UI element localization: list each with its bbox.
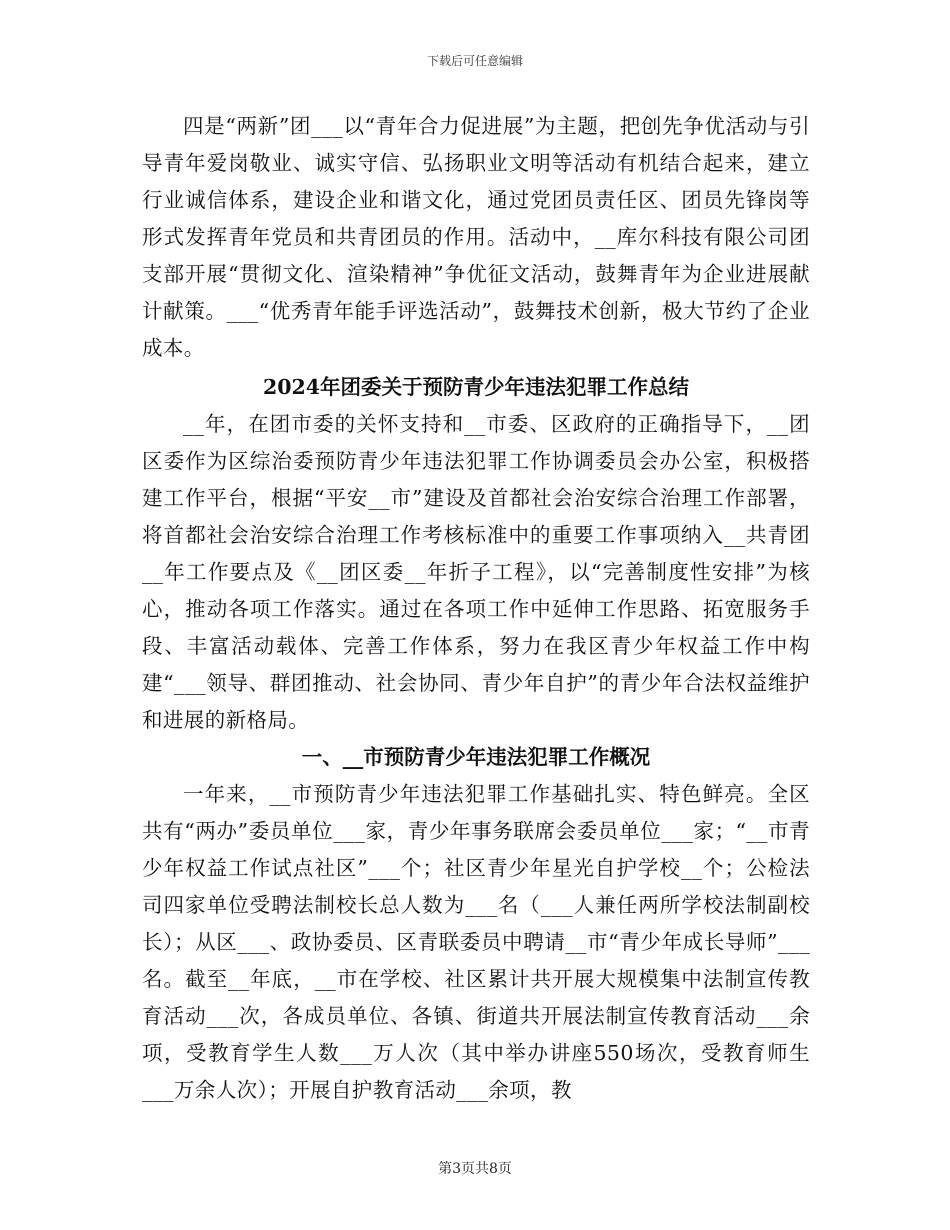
page-number-footer: 第3页共8页 [438, 1161, 512, 1177]
section-heading-overview: 一、__市预防青少年违法犯罪工作概况 [301, 745, 651, 769]
paragraph-overview: 一年来，__市预防青少年违法犯罪工作基础扎实、特色鲜亮。全区共有“两办”委员单位___家，青少年事务联席会委员单位___家；“__市青少年权益工作试点社区”___个；社区青少年星光自护学校__个；公检法司四家单位受聘法制校长总人数为___名（___人兼任两所学校法制副校长）；从区___、政协委员、区青联委员中聘请__市“青少年成长导师”___名。截至__年底，__市在学校、社区累计共开展大规模集中法制宣传教育活动___次，各成员单位、各镇、街道共开展法制宣传教育活动___余项，受教育学生人数___万人次（其中举办讲座550场次，受教育师生___万余人次）；开展自护教育活动___余项，教 [142, 782, 810, 1102]
paragraph-two-new-groups: 四是“两新”团___以“青年合力促进展”为主题，把创先争优活动与引导青年爱岗敬业、诚实守信、弘扬职业文明等活动有机结合起来，建立行业诚信体系，建设企业和谐文化，通过党团员责任区、团员先锋岗等形式发挥青年党员和共青团员的作用。活动中，__库尔科技有限公司团支部开展“贯彻文化、渲染精神”争优征文活动，鼓舞青年为企业进展献计献策。___“优秀青年能手评选活动”，鼓舞技术创新，极大节约了企业成本。 [142, 114, 810, 360]
document-title: 2024年团委关于预防青少年违法犯罪工作总结 [262, 375, 690, 399]
page-header-note: 下载后可任意编辑 [426, 54, 523, 68]
document-body [142, 108, 810, 1109]
paragraph-introduction: __年，在团市委的关怀支持和__市委、区政府的正确指导下，__团区委作为区综治委预防青少年违法犯罪工作协调委员会办公室，积极搭建工作平台，根据“平安__市”建设及首都社会治安综合治理工作部署，将首都社会治安综合治理工作考核标准中的重要工作事项纳入__共青团__年工作要点及《__团区委__年折子工程》，以“完善制度性安排”为核心，推动各项工作落实。通过在各项工作中延伸工作思路、拓宽服务手段、丰富活动载体、完善工作体系，努力在我区青少年权益工作中构建“___领导、群团推动、社会协同、青少年自护”的青少年合法权益维护和进展的新格局。 [142, 412, 810, 732]
